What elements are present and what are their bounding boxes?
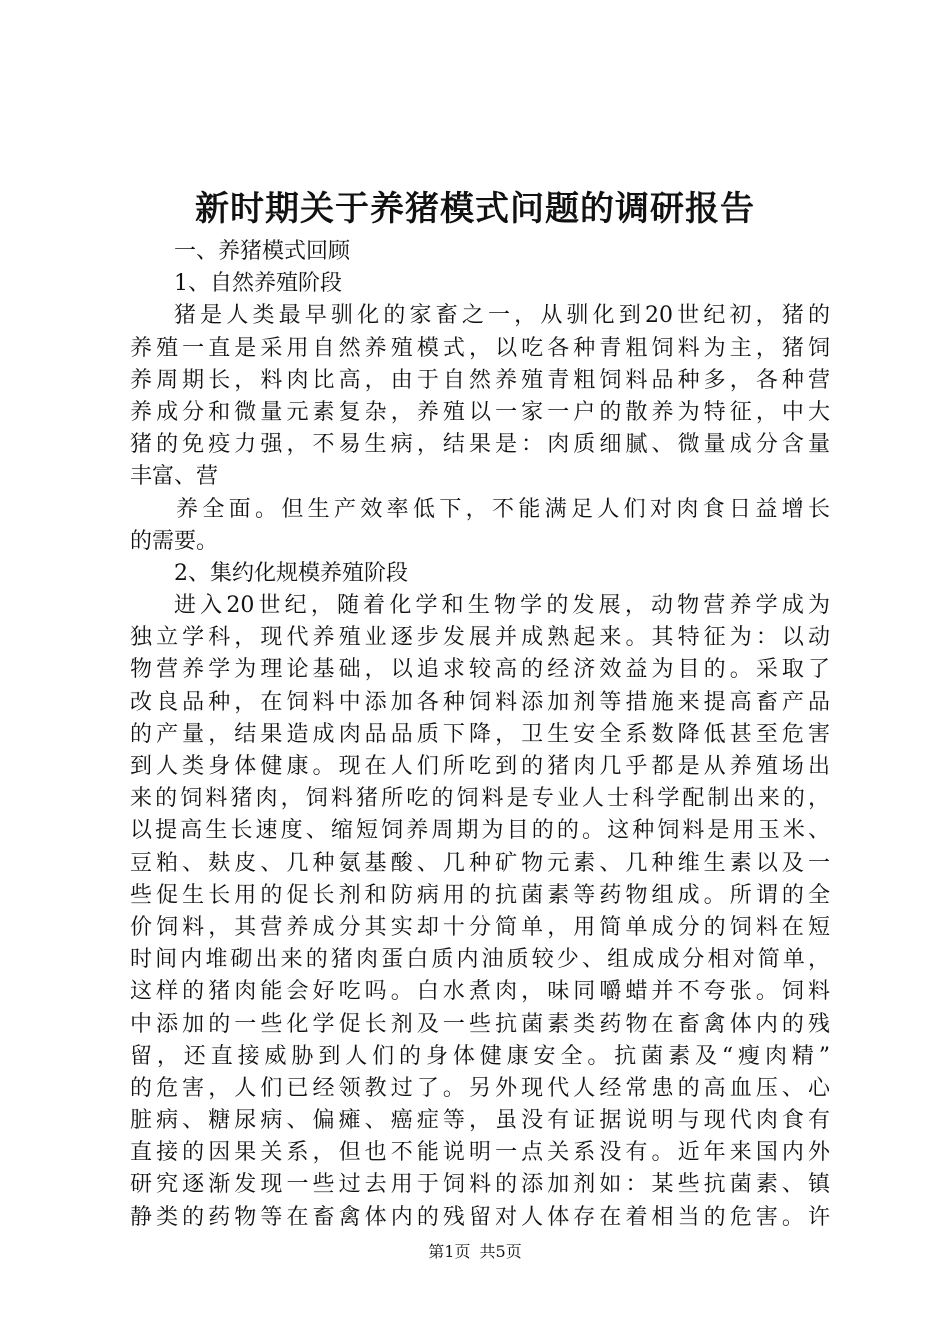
- paragraph-line: 养周期长，料肉比高，由于自然养殖青粗饲料品种多，各种营: [130, 367, 830, 393]
- paragraph-line: 这样的猪肉能会好吃吗。白水煮肉，味同嚼蜡并不夸张。饲料: [130, 979, 830, 1005]
- document-body: [130, 236, 830, 1234]
- paragraph-line: 的产量，结果造成肉品品质下降，卫生安全系数降低甚至危害: [130, 721, 830, 747]
- document-title: 新时期关于养猪模式问题的调研报告: [195, 189, 755, 229]
- paragraph-line: 猪的免疫力强，不易生病，结果是：肉质细腻、微量成分含量: [130, 432, 830, 458]
- paragraph-line: 留，还直接威胁到人们的身体健康安全。抗菌素及“瘦肉精”: [130, 1043, 830, 1069]
- paragraph-line: 物营养学为理论基础，以追求较高的经济效益为目的。采取了: [130, 657, 830, 683]
- paragraph-line: 研究逐渐发现一些过去用于饲料的添加剂如：某些抗菌素、镇: [130, 1172, 830, 1198]
- page-number: 第1页: [428, 1242, 471, 1261]
- subsection-heading: 2、集约化规模养殖阶段: [174, 560, 408, 586]
- paragraph-line: 养成分和微量元素复杂，养殖以一家一户的散养为特征，中大: [130, 399, 830, 425]
- paragraph-line: 中添加的一些化学促长剂及一些抗菌素类药物在畜禽体内的残: [130, 1011, 830, 1037]
- page-footer: [0, 1240, 950, 1264]
- paragraph-line: 丰富、营: [130, 464, 219, 490]
- paragraph-line: 来的饲料猪肉，饲料猪所吃的饲料是专业人士科学配制出来的，: [130, 786, 830, 812]
- paragraph-line: 养殖一直是采用自然养殖模式，以吃各种青粗饲料为主，猪饲: [130, 335, 830, 361]
- paragraph-line: 猪是人类最早驯化的家畜之一，从驯化到20世纪初，猪的: [174, 303, 830, 329]
- subsection-heading: 1、自然养殖阶段: [174, 271, 342, 297]
- paragraph-line: 脏病、糖尿病、偏瘫、癌症等，虽没有证据说明与现代肉食有: [130, 1108, 830, 1134]
- paragraph-line: 独立学科，现代养殖业逐步发展并成熟起来。其特征为：以动: [130, 625, 830, 651]
- paragraph-line: 养全面。但生产效率低下，不能满足人们对肉食日益增长: [176, 496, 830, 522]
- paragraph-line: 的危害，人们已经领教过了。另外现代人经常患的高血压、心: [130, 1075, 830, 1101]
- section-heading: 一、养猪模式回顾: [174, 239, 351, 264]
- paragraph-line: 时间内堆砌出来的猪肉蛋白质内油质较少、组成成分相对简单，: [130, 947, 830, 973]
- paragraph-line: 豆粕、麸皮、几种氨基酸、几种矿物元素、几种维生素以及一: [130, 850, 830, 876]
- paragraph-line: 直接的因果关系，但也不能说明一点关系没有。近年来国内外: [130, 1140, 830, 1166]
- paragraph-line: 进入20世纪，随着化学和生物学的发展，动物营养学成为: [174, 593, 830, 619]
- paragraph-line: 静类的药物等在畜禽体内的残留对人体存在着相当的危害。许: [130, 1204, 830, 1230]
- page-total: 共5页: [479, 1242, 522, 1261]
- paragraph-line: 价饲料，其营养成分其实却十分简单，用简单成分的饲料在短: [130, 914, 830, 940]
- paragraph-line: 以提高生长速度、缩短饲养周期为目的的。这种饲料是用玉米、: [130, 818, 830, 844]
- paragraph-line: 的需要。: [130, 528, 219, 554]
- paragraph-line: 改良品种，在饲料中添加各种饲料添加剂等措施来提高畜产品: [130, 689, 830, 715]
- paragraph-line: 到人类身体健康。现在人们所吃到的猪肉几乎都是从养殖场出: [130, 754, 830, 779]
- paragraph-line: 些促生长用的促长剂和防病用的抗菌素等药物组成。所谓的全: [130, 882, 830, 908]
